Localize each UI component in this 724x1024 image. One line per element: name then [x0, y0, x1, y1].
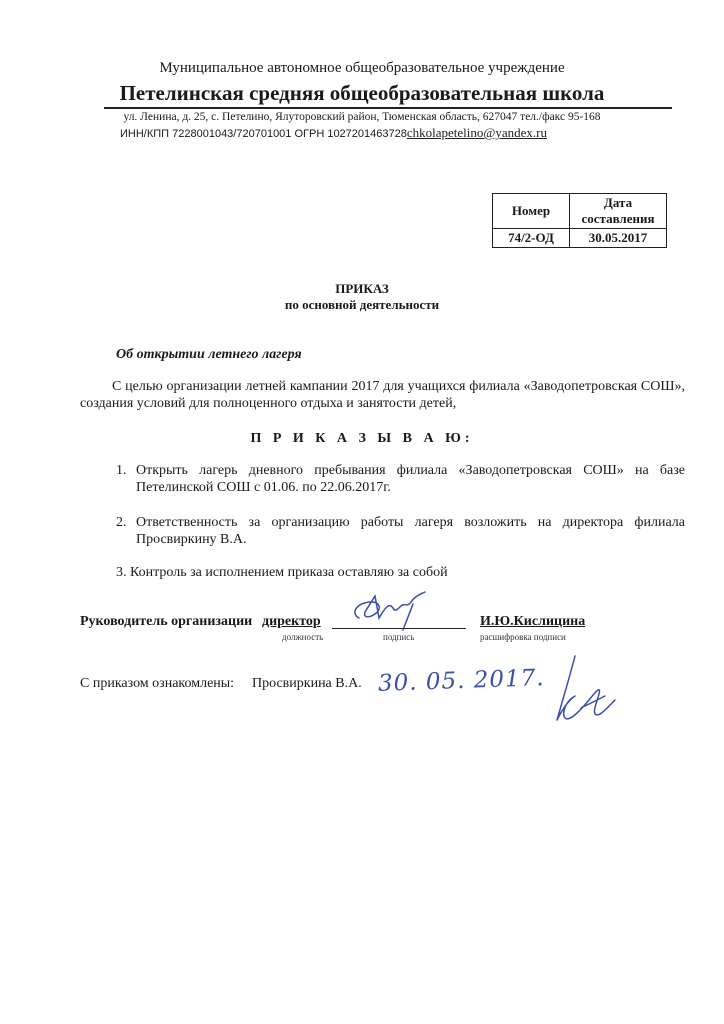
order-item-text: Контроль за исполнением приказа оставляю за собой — [130, 565, 448, 580]
signatory-name: И.Ю.Кислицина — [480, 614, 586, 629]
document-subtitle: по основной деятельности — [284, 297, 440, 312]
order-item — [116, 565, 448, 581]
org-type: Муниципальное автономное общеобразовательное учреждение — [159, 60, 565, 76]
date-header-line1: Дата — [603, 195, 633, 210]
director-signature — [345, 588, 445, 633]
org-email[interactable]: chkolapetelino@yandex.ru — [406, 125, 547, 140]
order-item-number: 2. — [116, 515, 127, 530]
signatory-label: Руководитель организации — [80, 614, 253, 629]
order-item — [116, 462, 685, 498]
acknowledgement-name: Просвиркина В.А. — [252, 676, 362, 691]
acknowledgement-label: С приказом ознакомлены: — [80, 676, 235, 691]
caption-name: расшифровка подписи — [480, 632, 566, 642]
order-word: П Р И К А З Ы В А Ю: — [250, 431, 474, 446]
org-name: Петелинская средняя общеобразовательная школа — [119, 81, 605, 105]
order-item-text: Ответственность за организацию работы лагеря возложить на директора филиала Просвиркину В.А. — [136, 515, 685, 547]
order-item — [116, 514, 685, 550]
document-title: ПРИКАЗ — [335, 281, 389, 296]
header-rule — [104, 107, 672, 109]
caption-position: должность — [282, 632, 324, 642]
intro-paragraph: С целью организации летней кампании 2017 для учащихся филиала «Заводопетровская СОШ», создания условий для полноценного отдыха и занятости детей, — [80, 379, 685, 411]
order-item-number: 3. — [116, 565, 127, 580]
date-header-line2: составления — [581, 211, 655, 226]
number-header: Номер — [493, 194, 570, 229]
employee-signature — [545, 652, 625, 732]
document-date: 30.05.2017 — [570, 229, 667, 248]
org-ids-line — [120, 125, 547, 141]
org-ids: ИНН/КПП 7228001043/720701001 ОГРН 1027201463728 — [120, 128, 407, 140]
document-number: 74/2-ОД — [493, 229, 570, 248]
handwritten-date: 30. 05. 2017. — [377, 665, 546, 697]
document-number-table — [492, 193, 667, 248]
org-address: ул. Ленина, д. 25, с. Петелино, Ялуторовский район, Тюменская область, 627047 тел./факс 95-168 — [123, 111, 601, 123]
signatory-position: директор — [262, 614, 321, 629]
document-subject: Об открытии летнего лагеря — [116, 347, 302, 362]
caption-signature: подпись — [383, 632, 415, 642]
order-item-number: 1. — [116, 463, 127, 478]
date-header — [570, 194, 667, 229]
order-item-text: Открыть лагерь дневного пребывания филиала «Заводопетровская СОШ» на базе Петелинской СОШ с 01.06. по 22.06.2017г. — [136, 463, 685, 495]
